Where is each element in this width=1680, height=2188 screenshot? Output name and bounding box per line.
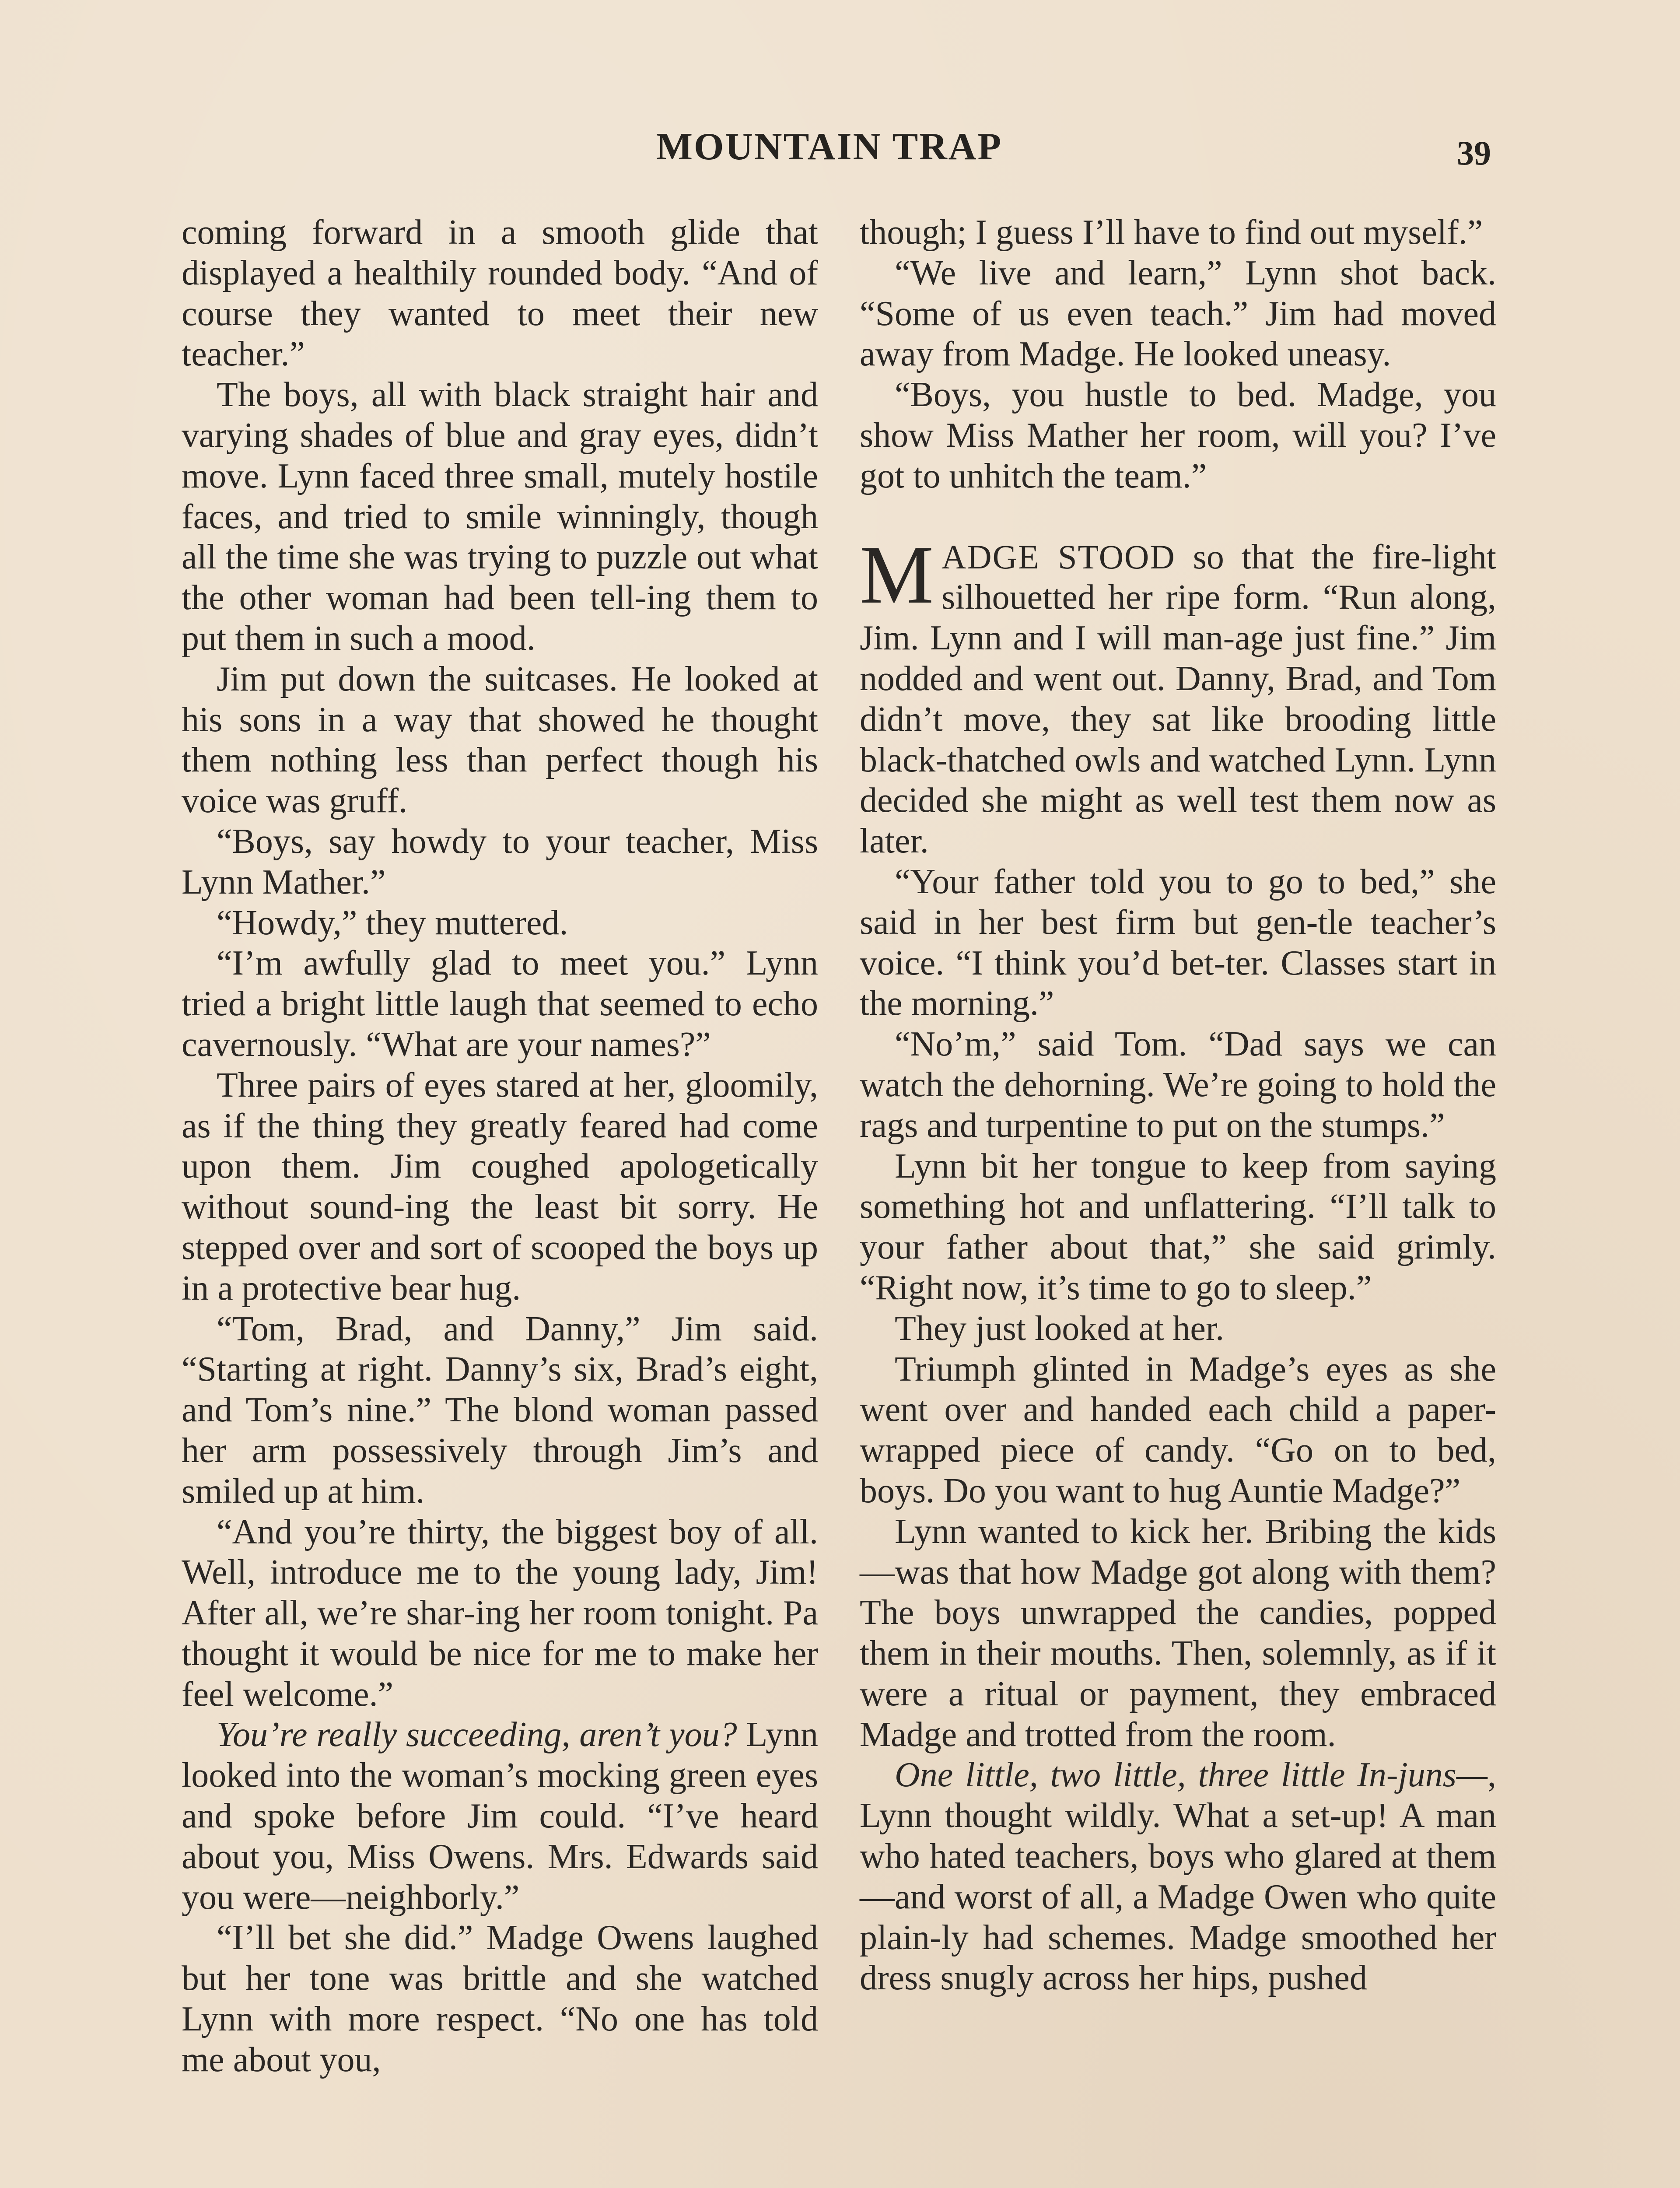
paragraph: “Your father told you to go to bed,” she said in her best firm but gen-tle teacher’s voice. “I think you’d bet-ter. Classes start in the morning.” <box>860 862 1496 1023</box>
paragraph: “Boys, say howdy to your teacher, Miss Lynn Mather.” <box>182 822 818 901</box>
paragraph <box>860 1755 1496 1999</box>
paragraph: though; I guess I’ll have to find out myself.” <box>860 213 1483 252</box>
left-text-column <box>182 212 818 2080</box>
paragraph: coming forward in a smooth glide that displayed a healthily rounded body. “And of course they wanted to meet their new teacher.” <box>182 213 818 374</box>
paragraph: “I’ll bet she did.” Madge Owens laughed but her tone was brittle and she watched Lynn with more respect. “No one has told me about you, <box>182 1918 818 2079</box>
paragraph: Three pairs of eyes stared at her, gloomily, as if the thing they greatly feared had come upon them. Jim coughed apologetically without sound-ing the least bit sorry. He stepped over and sort of scooped the boys up in a protective bear hug. <box>182 1066 818 1308</box>
paragraph <box>182 1715 818 1918</box>
paragraph: “Boys, you hustle to bed. Madge, you show Miss Mather her room, will you? I’ve got to unhitch the team.” <box>860 375 1496 495</box>
paragraph: “And you’re thirty, the biggest boy of all. Well, introduce me to the young lady, Jim! After all, we’re shar-ing her room tonight. Pa thought it would be nice for me to make her feel welcome.” <box>182 1512 818 1714</box>
paragraph-text: , Lynn thought wildly. What a set-up! A man who hated teachers, boys who glared at them—and worst of all, a Madge Owen who quite plain-ly had schemes. Madge smoothed her dress snugly across her hips, pushed <box>860 1756 1496 1998</box>
right-text-column <box>860 212 1496 1999</box>
paragraph: The boys, all with black straight hair and varying shades of blue and gray eyes, didn’t move. Lynn faced three small, mutely hostile faces, and tried to smile winningly, though all the time she was trying to puzzle out what the other woman had been tell-ing them to put them in such a mood. <box>182 375 818 658</box>
paragraph: “I’m awfully glad to meet you.” Lynn tried a bright little laugh that seemed to echo cavernously. “What are your names?” <box>182 944 818 1064</box>
running-title: MOUNTAIN TRAP <box>656 126 1003 168</box>
paragraph: “No’m,” said Tom. “Dad says we can watch the dehorning. We’re going to hold the rags and turpentine to put on the stumps.” <box>860 1025 1496 1145</box>
paragraph: Lynn bit her tongue to keep from saying something hot and unflattering. “I’ll talk to your father about that,” she said grimly. “Right now, it’s time to go to sleep.” <box>860 1147 1496 1307</box>
paragraph-text: Lynn looked into the woman’s mocking green eyes and spoke before Jim could. “I’ve heard about you, Miss Owens. Mrs. Edwards said you were—neighborly.” <box>182 1715 819 1917</box>
paragraph: Triumph glinted in Madge’s eyes as she went over and handed each child a paper-wrapped piece of candy. “Go on to bed, boys. Do you want to hug Auntie Madge?” <box>860 1350 1496 1510</box>
paragraph: “Tom, Brad, and Danny,” Jim said. “Starting at right. Danny’s six, Brad’s eight, and Tom’s nine.” The blond woman passed her arm possessively through Jim’s and smiled up at him. <box>182 1309 818 1511</box>
paragraph: They just looked at her. <box>895 1309 1225 1348</box>
drop-cap: M <box>860 529 934 621</box>
lead-in-caps: ADGE STOOD <box>941 537 1176 576</box>
paragraph-text: so that the fire-light silhouetted her ripe form. “Run along, Jim. Lynn and I will man-age just fine.” Jim nodded and went out. Danny, Brad, and Tom didn’t move, they sat like brooding little black-thatched owls and watched Lynn. Lynn decided she might as well test them now as later. <box>860 537 1496 861</box>
section-start-paragraph <box>860 529 1496 862</box>
italic-thought: You’re really succeeding, aren’t you? <box>217 1715 737 1754</box>
italic-thought: One little, two little, three little In-juns— <box>895 1756 1488 1795</box>
page-number: 39 <box>1457 134 1491 172</box>
paragraph: “Howdy,” they muttered. <box>217 903 568 942</box>
paragraph: Lynn wanted to kick her. Bribing the kids—was that how Madge got along with them? The boys unwrapped the candies, popped them in their mouths. Then, solemnly, as if it were a ritual or payment, they embraced Madge and trotted from the room. <box>860 1512 1496 1754</box>
paragraph: Jim put down the suitcases. He looked at his sons in a way that showed he thought them nothing less than perfect though his voice was gruff. <box>182 659 818 820</box>
paragraph: “We live and learn,” Lynn shot back. “Some of us even teach.” Jim had moved away from Madge. He looked uneasy. <box>860 253 1496 374</box>
